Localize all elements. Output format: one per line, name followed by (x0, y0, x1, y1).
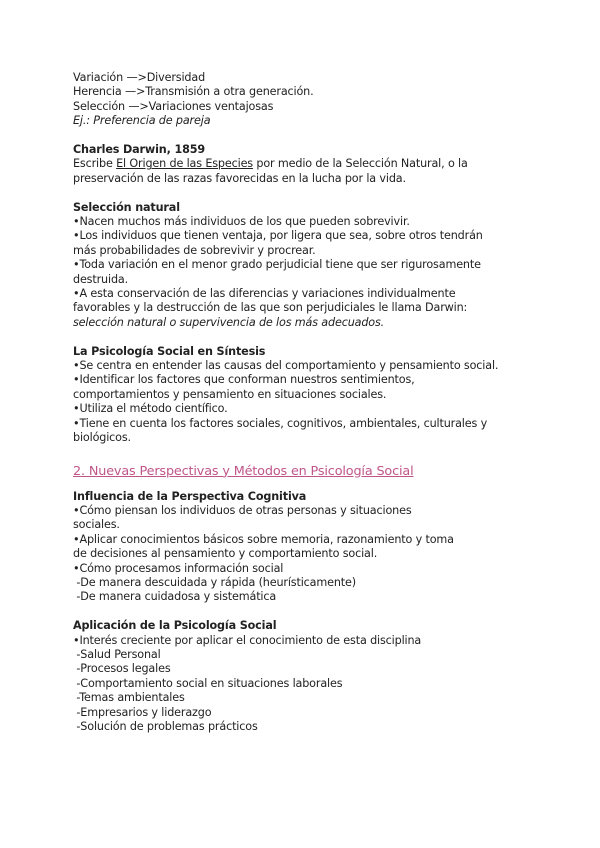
intro-variacion: Variación —>Diversidad (73, 71, 206, 84)
sintesis-title: La Psicología Social en Síntesis (73, 344, 266, 358)
aplicacion-line: -Salud Personal (73, 647, 161, 661)
document-page (73, 71, 523, 734)
seleccion-line: •A esta conservación de las diferencias y variaciones individualmente (73, 287, 456, 301)
seleccion-line: •Los individuos que tienen ventaja, por ligera que sea, sobre otros tendrán (73, 229, 483, 243)
sintesis-line: •Identificar los factores que conforman nuestros sentimientos, (73, 373, 415, 387)
sintesis-line: comportamientos y pensamiento en situaciones sociales. (73, 387, 387, 401)
seleccion-line: favorables y la destrucción de las que son perjudiciales le llama Darwin: (73, 301, 468, 315)
aplicacion-line: -Procesos legales (73, 662, 171, 676)
darwin-line-2: preservación de las razas favorecidas en la lucha por la vida. (73, 171, 406, 185)
cognitiva-line: -De manera descuidada y rápida (heurísticamente) (73, 575, 356, 589)
seleccion-line: •Toda variación en el menor grado perjudicial tiene que ser rigurosamente (73, 258, 481, 272)
sintesis-line: •Se centra en entender las causas del comportamiento y pensamiento social. (73, 359, 499, 373)
cognitiva-line: sociales. (73, 518, 120, 532)
sintesis-line: •Utiliza el método científico. (73, 402, 228, 416)
aplicacion-line: -Comportamiento social en situaciones laborales (73, 676, 343, 690)
cognitiva-line: •Aplicar conocimientos básicos sobre memoria, razonamiento y toma (73, 532, 454, 546)
cognitiva-line: •Cómo piensan los individuos de otras personas y situaciones (73, 503, 412, 517)
sintesis-line: •Tiene en cuenta los factores sociales, cognitivos, ambientales, culturales y (73, 416, 488, 430)
aplicacion-line: -Solución de problemas prácticos (73, 720, 258, 733)
darwin-line-1 (73, 157, 523, 171)
sintesis-line: biológicos. (73, 431, 131, 445)
intro-herencia: Herencia —>Transmisión a otra generación. (73, 85, 314, 99)
cognitiva-line: •Cómo procesamos información social (73, 561, 284, 575)
intro-example: Ej.: Preferencia de pareja (73, 114, 211, 128)
darwin-line-1-pre: Escribe (73, 157, 117, 171)
aplicacion-line: -Temas ambientales (73, 691, 185, 705)
cognitiva-title: Influencia de la Perspectiva Cognitiva (73, 489, 307, 503)
intro-seleccion: Selección —>Variaciones ventajosas (73, 99, 274, 113)
seleccion-line: más probabilidades de sobrevivir y procrear. (73, 243, 316, 257)
darwin-title: Charles Darwin, 1859 (73, 143, 205, 157)
origin-of-species-link: El Origen de las Especies (116, 157, 253, 171)
seleccion-line: destruida. (73, 272, 129, 286)
aplicacion-line: •Interés creciente por aplicar el conocimiento de esta disciplina (73, 633, 422, 647)
aplicacion-title: Aplicación de la Psicología Social (73, 619, 277, 633)
cognitiva-line: -De manera cuidadosa y sistemática (73, 590, 277, 604)
seleccion-title: Selección natural (73, 200, 180, 214)
aplicacion-line: -Empresarios y liderazgo (73, 705, 212, 719)
cognitiva-line: de decisiones al pensamiento y comportamiento social. (73, 547, 378, 561)
seleccion-line: •Nacen muchos más individuos de los que pueden sobrevivir. (73, 215, 410, 229)
darwin-line-1-post: por medio de la Selección Natural, o la (252, 157, 468, 171)
seleccion-italic-line: selección natural o supervivencia de los más adecuados. (73, 315, 385, 329)
section-2-heading: 2. Nuevas Perspectivas y Métodos en Psicología Social (73, 463, 414, 479)
